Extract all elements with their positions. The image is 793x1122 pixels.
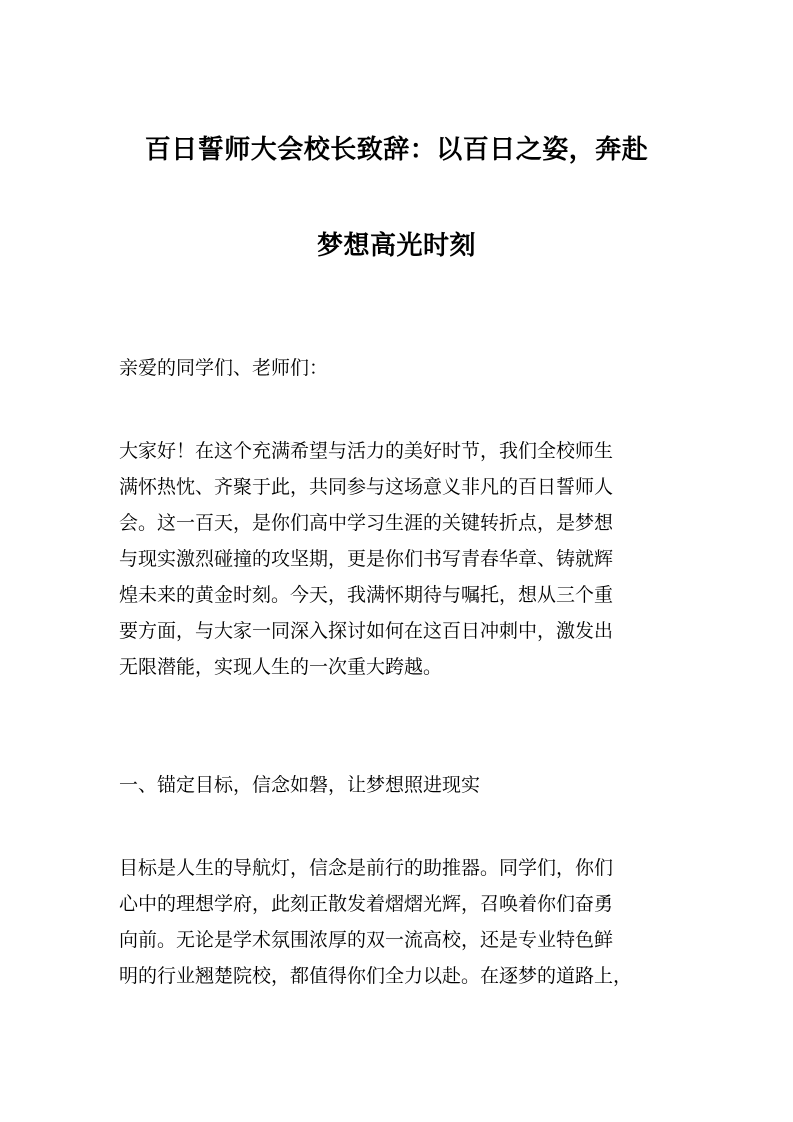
document-title-line-1: 百日誓师大会校长致辞：以百日之姿，奔赴 [144,135,649,165]
paragraph-1-line: 满怀热忱、齐聚于此，共同参与这场意义非凡的百日誓师人 [119,476,614,498]
paragraph-1-line: 会。这一百天，是你们高中学习生涯的关键转折点，是梦想 [119,512,614,534]
section-1-heading-text: 一、锚定目标，信念如磐，让梦想照进现实 [119,774,481,796]
paragraph-2-line: 向前。无论是学术氛围浓厚的双一流高校，还是专业特色鲜 [119,929,614,951]
paragraph-2-line: 心中的理想学府，此刻正散发着熠熠光辉，召唤着你们奋勇 [119,893,614,915]
section-1-heading [119,767,689,803]
paragraph-1-line: 大家好！在这个充满希望与活力的美好时节，我们全校师生 [119,440,614,462]
paragraph-1 [119,433,689,685]
salutation-text: 亲爱的同学们、老师们： [119,357,329,379]
paragraph-2 [119,850,689,994]
document-title-line-2: 梦想高光时刻 [316,231,476,261]
paragraph-1-line: 无限潜能，实现人生的一次重大跨越。 [119,656,443,678]
paragraph-2-line: 目标是人生的导航灯，信念是前行的助推器。同学们，你们 [119,857,614,879]
paragraph-1-line: 煌未来的黄金时刻。今天，我满怀期待与嘱托，想从三个重 [119,584,614,606]
paragraph-1-line: 要方面，与大家一同深入探讨如何在这百日冲刺中，激发出 [119,620,614,642]
paragraph-2-line: 明的行业翘楚院校，都值得你们全力以赴。在逐梦的道路上， [119,965,633,987]
salutation [119,350,689,386]
paragraph-1-line: 与现实激烈碰撞的攻坚期，更是你们书写青春华章、铸就辉 [119,548,614,570]
